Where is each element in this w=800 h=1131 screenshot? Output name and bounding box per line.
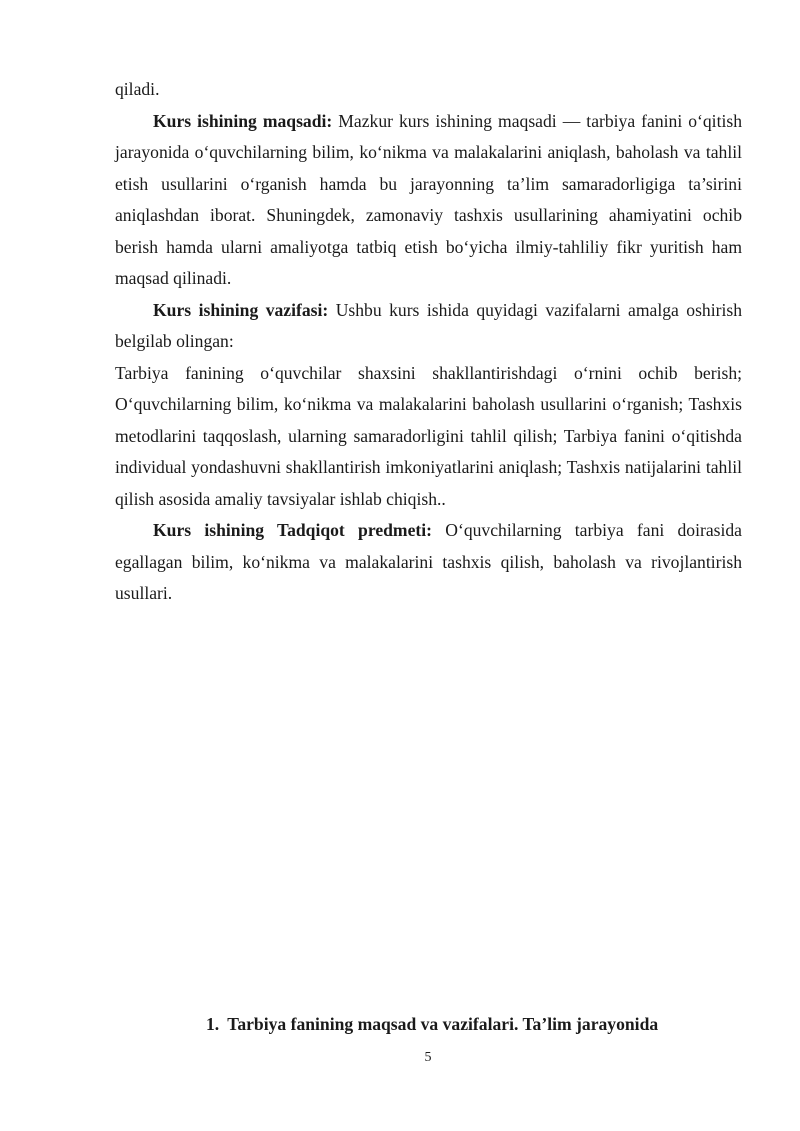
goal-text: Mazkur kurs ishining maqsadi — tarbiya fanini o‘qitish jarayonida o‘quvchilarning bilim, ko‘nikma va malakalarini aniqlash, baholash va tahlil etish usullarini o‘rganish hamda bu jarayonning ta’lim samaradorligiga ta’sirini aniqlashdan iborat. Shuningdek, zamonaviy tashxis usullarining ahamiyatini ochib berish hamda ularni amaliyotga tatbiq etish bo‘yicha ilmiy-tahliliy fikr yuritish ham maqsad qilinadi. <box>115 110 742 288</box>
page-number: 5 <box>424 1050 432 1065</box>
goal-lead: Kurs ishining maqsadi: <box>153 110 333 131</box>
tasks-text: Ushbu kurs ishida quyidagi vazifalarni amalga oshirish belgilab olingan: <box>115 299 742 351</box>
subject-paragraph <box>115 515 742 610</box>
tasks-list-paragraph: Tarbiya fanining o‘quvchilar shaxsini shakllantirishdagi o‘rnini ochib berish; O‘quvchilarning bilim, ko‘nikma va malakalarini baholash usullarini o‘rganish; Tashxis metodlarini taqqoslash, ularning samaradorligini tahlil qilish; Tarbiya fanini o‘qitishda individual yondashuvni shakllantirish imkoniyatlarini aniqlash; Tashxis natijalarini tahlil qilish asosida amaliy tavsiyalar ishlab chiqish.. <box>115 362 742 509</box>
section-number: 1. <box>206 1014 220 1034</box>
subject-lead: Kurs ishining Tadqiqot predmeti: <box>153 520 432 540</box>
goal-paragraph <box>115 106 742 295</box>
continuation-text: qiladi. <box>115 79 160 99</box>
subject-text: O‘quvchilarning tarbiya fani doirasida egallagan bilim, ko‘nikma va malakalarini tashxis qilish, baholash va rivojlantirish usullari. <box>115 520 742 603</box>
section-title: Tarbiya fanining maqsad va vazifalari. Ta’lim jarayonida <box>227 1014 659 1034</box>
tasks-lead: Kurs ishining vazifasi: <box>153 299 329 320</box>
document-body <box>115 74 742 610</box>
tasks-paragraph <box>115 295 742 358</box>
section-heading <box>206 1010 658 1038</box>
